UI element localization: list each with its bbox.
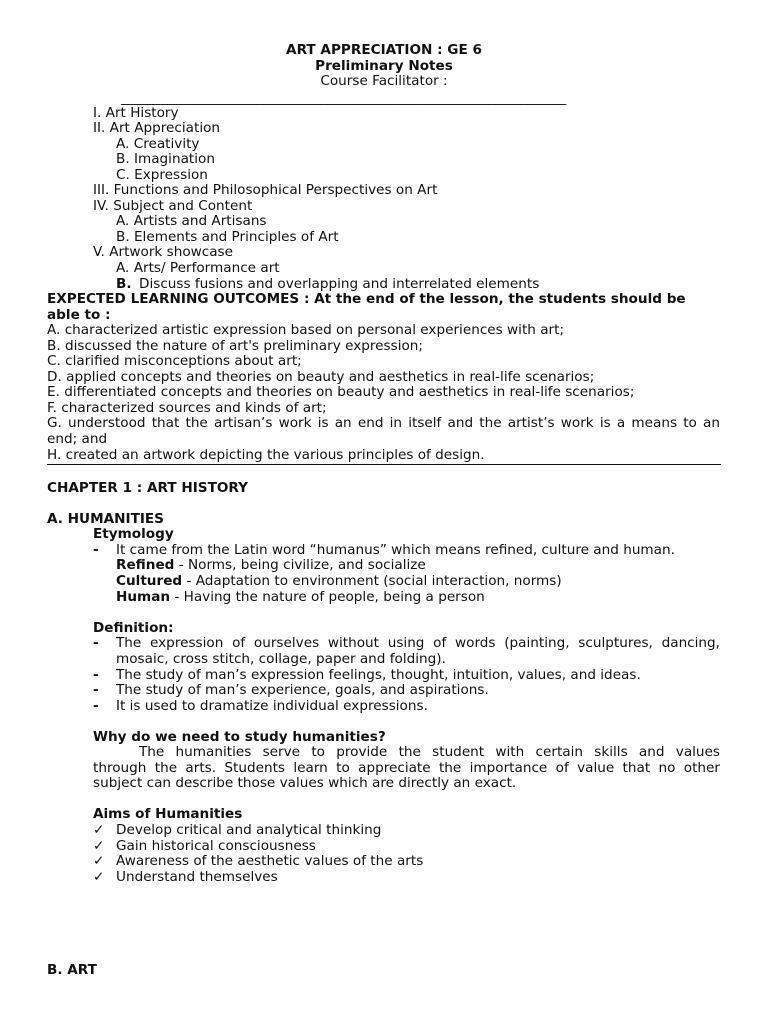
outline-subitem: Discuss fusions and overlapping and interrelated elements (139, 276, 540, 292)
checkmark-icon: ✓ (93, 869, 105, 885)
outcomes-heading-continued: able to : (47, 307, 111, 323)
definition-item: The study of man’s expression feelings, thought, intuition, values, and ideas. (116, 667, 641, 683)
facilitator-blank-line: _____________________________________________________________________ (121, 90, 566, 106)
etymology-text: It came from the Latin word “humanus” which means refined, culture and human. (116, 542, 675, 558)
outline-subitem: A. Arts/ Performance art (116, 260, 280, 276)
term-name: Refined (116, 557, 175, 573)
outline-subitem: B. Imagination (116, 151, 215, 167)
outcome-item: C. clarified misconceptions about art; (47, 353, 302, 369)
etymology-heading: Etymology (93, 526, 174, 542)
document-title: ART APPRECIATION : GE 6 (286, 42, 482, 58)
outcome-item: G. understood that the artisan’s work is an end in itself and the artist’s work is a means to an (47, 415, 720, 431)
dash-bullet: - (93, 682, 99, 698)
why-study-heading: Why do we need to study humanities? (93, 729, 386, 745)
outline-subitem: B. Elements and Principles of Art (116, 229, 339, 245)
etymology-term (116, 558, 426, 574)
etymology-term (116, 590, 485, 606)
outline-item: I. Art History (93, 105, 179, 121)
document-subtitle: Preliminary Notes (315, 58, 453, 74)
aim-item: Awareness of the aesthetic values of the arts (116, 853, 424, 869)
outcome-item: A. characterized artistic expression based on personal experiences with art; (47, 322, 565, 338)
outcome-item: F. characterized sources and kinds of art; (47, 400, 327, 416)
paragraph-line: through the arts. Students learn to appreciate the importance of value that no other (93, 760, 720, 776)
term-definition: - Norms, being civilize, and socialize (174, 557, 426, 573)
chapter-title: CHAPTER 1 : ART HISTORY (47, 480, 248, 496)
term-name: Human (116, 589, 171, 605)
dash-bullet: - (93, 667, 99, 683)
outline-item: V. Artwork showcase (93, 244, 234, 260)
course-facilitator-label: Course Facilitator : (320, 73, 448, 89)
term-name: Cultured (116, 573, 183, 589)
term-definition: - Having the nature of people, being a person (170, 589, 485, 605)
dash-bullet: - (93, 542, 99, 558)
definition-item: It is used to dramatize individual expressions. (116, 698, 428, 714)
paragraph-line: subject can describe those values which are directly an exact. (93, 775, 517, 791)
outcomes-heading: EXPECTED LEARNING OUTCOMES : At the end of the lesson, the students should be (47, 291, 686, 307)
outcome-item: B. discussed the nature of art's preliminary expression; (47, 338, 423, 354)
aim-item: Gain historical consciousness (116, 838, 316, 854)
section-heading-humanities: A. HUMANITIES (47, 511, 164, 527)
outline-item: II. Art Appreciation (93, 120, 221, 136)
outcome-item: E. differentiated concepts and theories on beauty and aesthetics in real-life scenarios; (47, 384, 635, 400)
outline-subitem: A. Creativity (116, 136, 200, 152)
outcome-item-continued: end; and (47, 431, 108, 447)
aim-item: Understand themselves (116, 869, 278, 885)
section-heading-art: B. ART (47, 962, 97, 978)
paragraph-line: The humanities serve to provide the student with certain skills and values (139, 744, 720, 760)
outline-item: IV. Subject and Content (93, 198, 253, 214)
outline-subitem: A. Artists and Artisans (116, 213, 267, 229)
outline-subitem: C. Expression (116, 167, 208, 183)
definition-item: The expression of ourselves without using of words (painting, sculptures, dancing, (116, 635, 720, 651)
section-divider (47, 464, 721, 465)
outcome-item: H. created an artwork depicting the various principles of design. (47, 447, 485, 463)
outcome-item: D. applied concepts and theories on beauty and aesthetics in real-life scenarios; (47, 369, 595, 385)
aim-item: Develop critical and analytical thinking (116, 822, 382, 838)
dash-bullet: - (93, 698, 99, 714)
checkmark-icon: ✓ (93, 853, 105, 869)
checkmark-icon: ✓ (93, 822, 105, 838)
outline-item: III. Functions and Philosophical Perspectives on Art (93, 182, 438, 198)
aims-heading: Aims of Humanities (93, 806, 243, 822)
outline-subitem-marker: B. (116, 276, 132, 292)
checkmark-icon: ✓ (93, 838, 105, 854)
etymology-term (116, 574, 562, 590)
term-definition: - Adaptation to environment (social interaction, norms) (182, 573, 562, 589)
definition-item: The study of man’s experience, goals, and aspirations. (116, 682, 489, 698)
definition-heading: Definition: (93, 620, 174, 636)
dash-bullet: - (93, 635, 99, 651)
definition-item-continued: mosaic, cross stitch, collage, paper and folding). (116, 651, 446, 667)
